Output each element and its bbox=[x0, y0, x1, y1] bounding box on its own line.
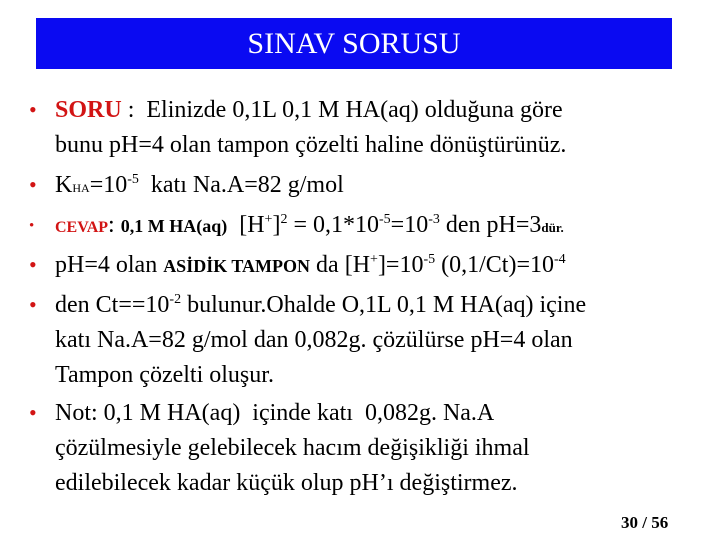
superscript: + bbox=[264, 212, 273, 227]
bullet-icon: • bbox=[29, 97, 37, 122]
answer-text: [H bbox=[227, 212, 265, 238]
slide-title-bar bbox=[36, 18, 672, 69]
superscript: -5 bbox=[423, 252, 436, 267]
slide-title: SINAV SORUSU bbox=[247, 26, 461, 60]
note-line-3: edilebilecek kadar küçük olup pH’ı değiştirmez. bbox=[55, 470, 518, 496]
answer-text: =10 bbox=[390, 212, 429, 238]
buffer-text: (0,1/Ct)=10 bbox=[435, 252, 555, 278]
buffer-text: ]=10 bbox=[377, 252, 424, 278]
question-line-2: bunu pH=4 olan tampon çözelti haline dönüştürünüz. bbox=[55, 132, 567, 158]
bullet-icon: • bbox=[29, 252, 37, 277]
buffer-text: pH=4 olan bbox=[55, 252, 164, 278]
note-line-1: Not: 0,1 M HA(aq) içinde katı 0,082g. Na.A bbox=[55, 400, 495, 426]
bullet-icon: • bbox=[29, 400, 37, 425]
k-symbol: K bbox=[55, 172, 73, 198]
result-line-2: katı Na.A=82 g/mol dan 0,082g. çözülürse pH=4 olan bbox=[55, 327, 573, 353]
buffer-text: da [H bbox=[310, 252, 371, 278]
note-line-2: çözülmesiyle gelebilecek hacım değişikliği ihmal bbox=[55, 435, 530, 461]
given-constants bbox=[55, 171, 344, 202]
superscript: + bbox=[370, 252, 378, 267]
answer-bold: 0,1 M HA(aq) bbox=[120, 216, 228, 236]
separator: : bbox=[121, 97, 147, 123]
buffer-line bbox=[55, 251, 566, 280]
question-text: Elinizde 0,1L 0,1 M HA(aq) olduğuna göre bbox=[146, 97, 563, 123]
superscript: 2 bbox=[280, 212, 288, 227]
answer-text: ] bbox=[272, 212, 281, 238]
answer-label: CEVAP bbox=[55, 219, 109, 236]
question-line-1 bbox=[55, 96, 563, 124]
result-line-3: Tampon çözelti oluşur. bbox=[55, 362, 274, 388]
page-number: 30 / 56 bbox=[621, 513, 669, 532]
answer-text: = 0,1*10 bbox=[287, 212, 379, 238]
answer-line bbox=[55, 211, 564, 242]
result-text: den Ct==10 bbox=[55, 292, 170, 318]
result-line-1 bbox=[55, 291, 586, 319]
answer-suffix: dür. bbox=[541, 220, 564, 235]
k-subscript: HA bbox=[72, 181, 90, 195]
question-label: SORU bbox=[55, 97, 122, 123]
result-text: bulunur.Ohalde O,1L 0,1 M HA(aq) içine bbox=[181, 292, 587, 318]
colon: : bbox=[108, 212, 121, 238]
superscript: -2 bbox=[169, 292, 182, 307]
k-value: =10 bbox=[89, 172, 128, 198]
bullet-icon: • bbox=[29, 172, 37, 197]
superscript: -3 bbox=[428, 212, 440, 227]
answer-text: den pH=3 bbox=[439, 212, 542, 238]
bullet-icon: • bbox=[29, 292, 37, 317]
k-exponent: -5 bbox=[127, 172, 139, 187]
superscript: -4 bbox=[554, 252, 566, 267]
superscript: -5 bbox=[379, 212, 391, 227]
bullet-icon: • bbox=[29, 218, 35, 234]
buffer-bold: ASİDİK TAMPON bbox=[163, 256, 311, 276]
molar-mass-text: katı Na.A=82 g/mol bbox=[138, 172, 344, 198]
